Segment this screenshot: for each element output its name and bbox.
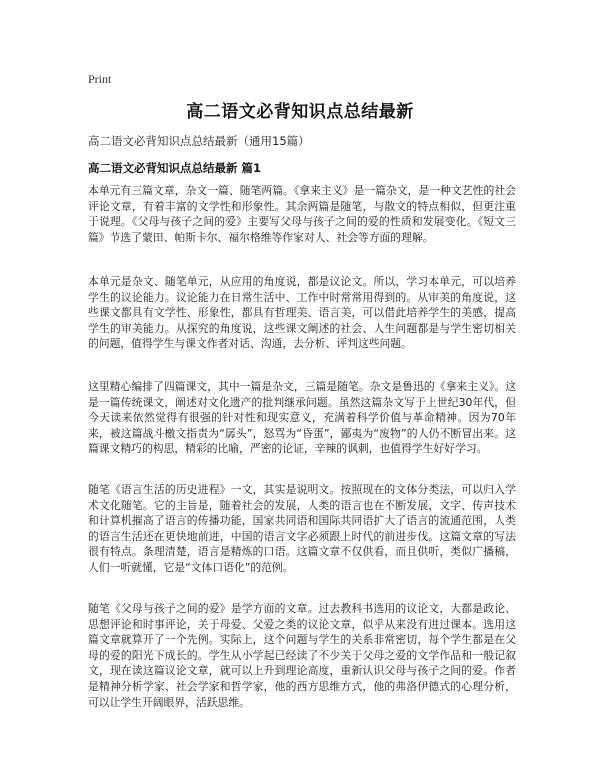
- section-heading: 高二语文必背知识点总结最新 篇1: [88, 161, 262, 175]
- print-label: Print: [88, 72, 112, 86]
- document-title: 高二语文必背知识点总结最新: [186, 102, 414, 122]
- paragraph-1: 本单元有三篇文章，杂文一篇、随笔两篇。《拿来主义》是一篇杂文，是一种文艺性的社会评论文章，有着丰富的文学性和形象性。其余两篇是随笔，与散文的特点相似，但更注重于说理。《父母与孩子之间的爱》主要写父母与孩子之间的爱的性质和发展变化。《短文三篇》节选了蒙田、帕斯卡尔、福尔格维等作家对人、社会等方面的理解。: [88, 184, 516, 244]
- paragraph-3: 这里精心编排了四篇课文，其中一篇是杂文，三篇是随笔。杂文是鲁迅的《拿来主义》。这是一篇传统课文，阐述对文化遗产的批判继承问题。虽然这篇杂文写于上世纪30年代，但今天读来依然觉得有很强的针对性和现实意义，充满着科学价值与革命精神。因为70年来，被这篇战斗檄文指责为“孱头”，怒骂为“昏蛋”，鄙夷为“废物”的人仍不断冒出来。这篇课文精巧的构思，精彩的比喻，严密的论证，辛辣的讽刺，也值得学生好好学习。: [88, 380, 516, 456]
- paragraph-4: 随笔《语言生活的历史进程》一文，其实是说明文。按照现在的文体分类法，可以归入学术文化随笔。它的主旨是，随着社会的发展，人类的语言也在不断发展，文字、传声技术和计算机摧高了语言的传播功能，国家共同语和国际共同语扩大了语言的流通范围，人类的语言生活还在更快地前进，中国的语言文字必须跟上时代的前进步伐。这篇文章的写法很有特点。条理清楚，语言是精炼的口语。这篇文章不仅供看，而且供听，类似广播稿，人们一听就懂，它是“文体口语化”的范例。: [88, 483, 516, 574]
- paragraph-2: 本单元是杂文、随笔单元，从应用的角度说，都是议论文。所以，学习本单元，可以培养学生的议论能力。议论能力在日常生活中、工作中时常常用得到的。从审美的角度说，这些课文都具有文学性、形象性，都具有哲理美、语言美，可以借此培养学生的美感，提高学生的审美能力。从探究的角度说，这些课文阐述的社会、人生问题都是与学生密切相关的问题，值得学生与课文作者对话、沟通，去分析、评判这些问题。: [88, 275, 516, 351]
- paragraph-5: 随笔《父母与孩子之间的爱》是学方面的文章。过去教科书选用的议论文，大都是政论、思想评论和时事评论，关于母爱、父爱之类的议论文章，似乎从来没有进过课本。选用这篇文章就算开了一个先例。实际上，这个问题与学生的关系非常密切，每个学生都是在父母的爱的阳光下成长的。学生从小学起已经读了不少关于父母之爱的文学作品和一般记叙文，现在读这篇议论文章，就可以上升到理论高度，重新认识父母与孩子之间的爱。作者是精神分析学家、社会学家和哲学家，他的西方思维方式，他的弗洛伊德式的心理分析，可以让学生开阔眼界，活跃思维。: [88, 602, 516, 709]
- document-subtitle: 高二语文必背知识点总结最新（通用15篇）: [88, 134, 310, 148]
